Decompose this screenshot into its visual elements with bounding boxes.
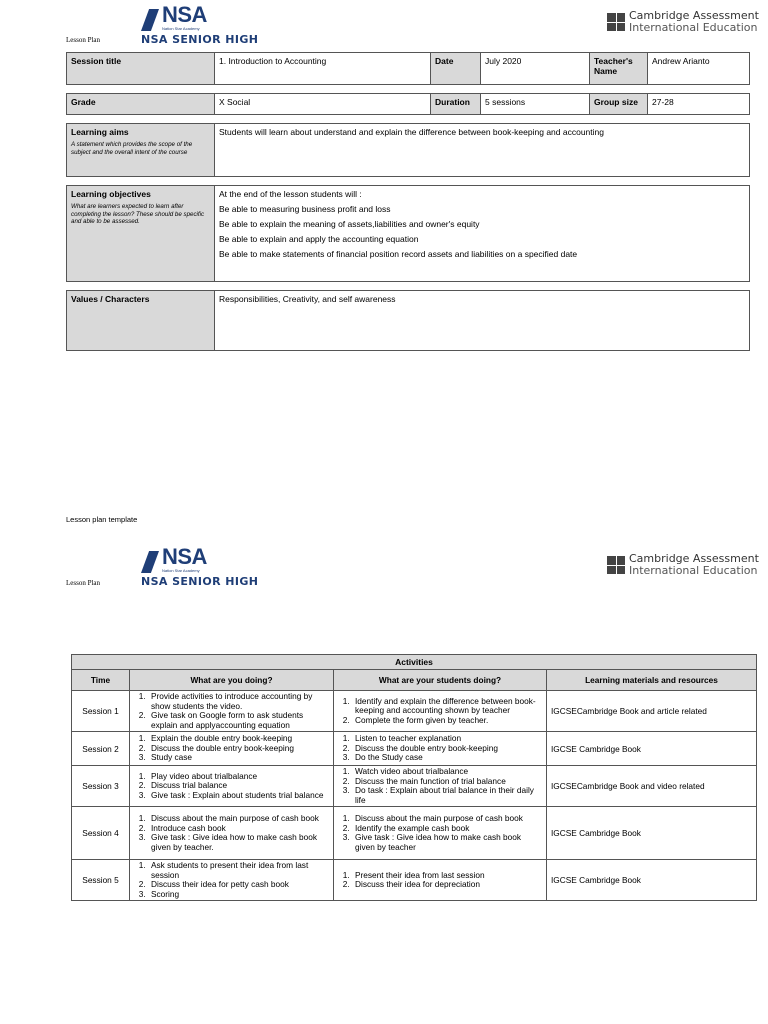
learning-aims-text: Students will learn about understand and explain the difference between book-keeping and accounting — [215, 124, 750, 177]
activity-row — [72, 807, 757, 860]
activity-teacher-item: 3. Give task : Explain about students trial balance — [148, 791, 329, 801]
activity-resources: IGCSE Cambridge Book — [547, 732, 757, 766]
lesson-plan-template-label: Lesson plan template — [66, 515, 138, 524]
values-label: Values / Characters — [67, 291, 215, 351]
group-size-label: Group size — [590, 94, 648, 115]
activity-students-cell — [334, 807, 547, 860]
nsa-wordmark: NSA — [162, 2, 207, 27]
activity-students-item: 2. Identify the example cash book — [352, 824, 542, 834]
activity-teacher-cell — [130, 691, 334, 732]
activity-teacher-cell — [130, 766, 334, 807]
cambridge-line2: International Education — [629, 564, 758, 577]
activity-teacher-cell — [130, 732, 334, 766]
activity-students-cell — [334, 766, 547, 807]
learning-aims-note: A statement which provides the scope of the subject and the overall intent of the course — [71, 141, 193, 156]
activity-resources: IGCSECambridge Book and article related — [547, 691, 757, 732]
nsa-logo — [141, 4, 258, 46]
learning-objectives-note: What are learners expected to learn after completing the lesson? These should be specific and able to be assessed. — [71, 203, 205, 225]
learning-objectives-label: Learning objectives — [71, 189, 151, 199]
activity-students-item: 2. Complete the form given by teacher. — [352, 716, 542, 726]
nsa-wordmark: NSA — [162, 544, 207, 569]
cambridge-shield-icon — [607, 556, 625, 574]
activities-title: Activities — [72, 655, 757, 670]
teacher-label: Teacher's Name — [590, 53, 648, 85]
grade-info-table — [66, 93, 750, 115]
activity-teacher-item: 3. Give task : Give idea how to make cash book given by teacher. — [148, 833, 329, 852]
activity-teacher-item: 2. Discuss their idea for petty cash book — [148, 880, 329, 890]
activity-students-item: 2. Discuss their idea for depreciation — [352, 880, 542, 890]
activity-teacher-item: 2. Discuss trial balance — [148, 781, 329, 791]
values-table — [66, 290, 750, 351]
activity-teacher-item: 1. Provide activities to introduce accounting by show students the video. — [148, 692, 329, 711]
activity-row — [72, 691, 757, 732]
activity-teacher-item: 1. Play video about trialbalance — [148, 772, 329, 782]
activity-students-cell — [334, 860, 547, 901]
date-value: July 2020 — [481, 53, 590, 85]
nsa-mark-icon — [141, 9, 159, 31]
duration-value: 5 sessions — [481, 94, 590, 115]
activity-students-item: 3. Give task : Give idea how to make cash book given by teacher — [352, 833, 542, 852]
learning-objectives-label-cell — [67, 186, 215, 282]
cambridge-line1: Cambridge Assessment — [629, 552, 759, 565]
teacher-value: Andrew Arianto — [648, 53, 750, 85]
activity-students-item: 3. Do task : Explain about trial balance in their daily life — [352, 786, 542, 805]
activity-time: Session 5 — [72, 860, 130, 901]
activity-students-item: 2. Discuss the main function of trial balance — [352, 777, 542, 787]
session-info-table — [66, 52, 750, 85]
group-size-value: 27-28 — [648, 94, 750, 115]
school-name: NSA SENIOR HIGH — [141, 33, 259, 46]
objective-line: At the end of the lesson students will : — [219, 189, 362, 199]
learning-aims-table — [66, 123, 750, 177]
activity-teacher-item: 3. Study case — [148, 753, 329, 763]
grade-label: Grade — [67, 94, 215, 115]
activity-students-item: 1. Identify and explain the difference between book-keeping and accounting shown by teacher — [352, 697, 542, 716]
cambridge-shield-icon — [607, 13, 625, 31]
learning-objectives-table — [66, 185, 750, 282]
nsa-mark-icon — [141, 551, 159, 573]
lesson-plan-label-2: Lesson Plan — [66, 579, 101, 587]
session-title-value: 1. Introduction to Accounting — [215, 53, 431, 85]
activity-time: Session 3 — [72, 766, 130, 807]
activity-teacher-item: 2. Discuss the double entry book-keeping — [148, 744, 329, 754]
activity-students-cell — [334, 691, 547, 732]
activity-teacher-cell — [130, 860, 334, 901]
nsa-logo-2 — [141, 546, 258, 588]
nsa-small-text: Nation Star Academy — [162, 568, 200, 573]
activity-resources: IGCSE Cambridge Book — [547, 860, 757, 901]
activity-teacher-item: 1. Discuss about the main purpose of cash book — [148, 814, 329, 824]
cambridge-logo-2 — [607, 553, 759, 577]
col-header-time: Time — [72, 670, 130, 691]
duration-label: Duration — [431, 94, 481, 115]
cambridge-line1: Cambridge Assessment — [629, 9, 759, 22]
col-header-teacher: What are you doing? — [130, 670, 334, 691]
activity-row — [72, 766, 757, 807]
school-name: NSA SENIOR HIGH — [141, 575, 259, 588]
activity-time: Session 1 — [72, 691, 130, 732]
col-header-students: What are your students doing? — [334, 670, 547, 691]
activity-students-item: 2. Discuss the double entry book-keeping — [352, 744, 542, 754]
cambridge-line2: International Education — [629, 21, 758, 34]
objective-line: Be able to explain the meaning of assets,liabilities and owner's equity — [219, 219, 480, 229]
objective-line: Be able to make statements of financial position record assets and liabilities on a specified date — [219, 249, 578, 259]
learning-objectives-cell — [215, 186, 750, 282]
activity-time: Session 4 — [72, 807, 130, 860]
activity-students-item: 1. Watch video about trialbalance — [352, 767, 542, 777]
activities-body — [72, 691, 757, 901]
lesson-plan-label: Lesson Plan — [66, 36, 101, 44]
learning-aims-label: Learning aims — [71, 127, 129, 137]
activity-students-item: 1. Discuss about the main purpose of cash book — [352, 814, 542, 824]
activity-teacher-item: 3. Scoring — [148, 890, 329, 900]
activity-teacher-cell — [130, 807, 334, 860]
activity-time: Session 2 — [72, 732, 130, 766]
learning-aims-label-cell — [67, 124, 215, 177]
activity-students-item: 3. Do the Study case — [352, 753, 542, 763]
col-header-resources: Learning materials and resources — [547, 670, 757, 691]
values-text: Responsibilities, Creativity, and self awareness — [215, 291, 750, 351]
date-label: Date — [431, 53, 481, 85]
activity-teacher-item: 2. Give task on Google form to ask students explain and applyaccounting equation — [148, 711, 329, 730]
objective-line: Be able to explain and apply the accounting equation — [219, 234, 419, 244]
grade-value: X Social — [215, 94, 431, 115]
activity-teacher-item: 1. Ask students to present their idea from last session — [148, 861, 329, 880]
objective-line: Be able to measuring business profit and loss — [219, 204, 391, 214]
session-title-label: Session title — [67, 53, 215, 85]
nsa-small-text: Nation Star Academy — [162, 26, 200, 31]
activity-students-cell — [334, 732, 547, 766]
activity-students-item: 1. Listen to teacher explanation — [352, 734, 542, 744]
activity-row — [72, 860, 757, 901]
activity-resources: IGCSECambridge Book and video related — [547, 766, 757, 807]
activity-teacher-item: 1. Explain the double entry book-keeping — [148, 734, 329, 744]
activities-table — [71, 654, 757, 901]
activity-resources: IGCSE Cambridge Book — [547, 807, 757, 860]
cambridge-logo — [607, 10, 759, 34]
activity-teacher-item: 2. Introduce cash book — [148, 824, 329, 834]
activity-students-item: 1. Present their idea from last session — [352, 871, 542, 881]
activity-row — [72, 732, 757, 766]
